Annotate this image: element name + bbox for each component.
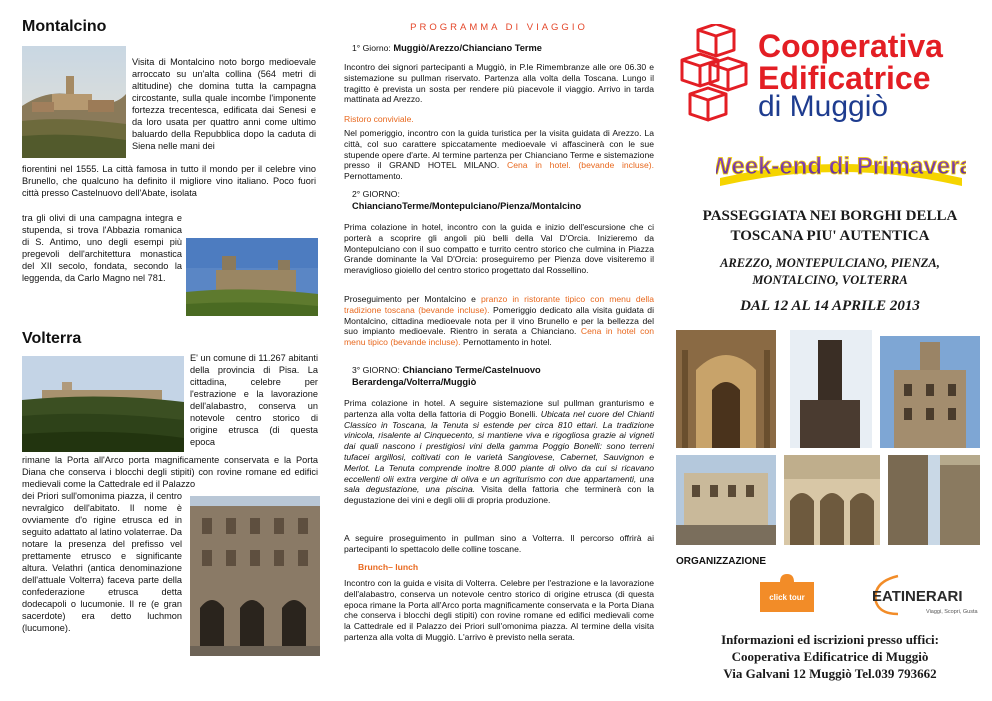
heading-line2: TOSCANA PIU' AUTENTICA bbox=[730, 228, 930, 244]
day2-overnight: Pernottamento in hotel. bbox=[460, 337, 552, 348]
montalcino-text-left: tra gli olivi di una campagna integra e stupenda, si trova l'Abbazia romanica di S. Antimo, uno degli esempi più pregevoli dell'architettura monastica del XII secolo, fondata, secondo la leggenda, da Carlo Magno nel 781. bbox=[22, 213, 182, 283]
places-line1: AREZZO, MONTEPULCIANO, PIENZA, bbox=[720, 256, 940, 270]
day2-visit: Pomeriggio dedicato alla visita guidata di Montalcino, cittadina medioevale nota per il vino Brunello e per la bellezza del suo impianto medioevale. Rientro in serata a Chianciano. bbox=[344, 304, 654, 337]
day2-text: Prima colazione in hotel, incontro con la guida e inizio dell'escursione che ci porterà a scoprire gli angoli più belli della Val D'Orcia. Inizieremo da Montepulciano con il suo compatto e turrito centro storico che culmina in Piazza Grande dominante la Val D'Orcia: proseguiremo per Pienza dove visiteremo il meraviglioso gioiello del centro storico progettato dal Rossellino. bbox=[344, 222, 654, 276]
info-line2: Cooperativa Edificatrice di Muggiò bbox=[731, 649, 929, 664]
middle-panel bbox=[338, 0, 660, 701]
day1-dinner: Cena in hotel. (bevande incluse). bbox=[499, 160, 654, 171]
day3-heading bbox=[352, 364, 541, 376]
event-dates: DAL 12 AL 14 APRILE 2013 bbox=[740, 298, 920, 314]
banner bbox=[716, 140, 966, 188]
info-line3: Via Galvani 12 Muggiò Tel.039 793662 bbox=[723, 666, 937, 681]
puzzle-logo-icon bbox=[754, 572, 820, 618]
day3-brunch: Brunch– lunch bbox=[358, 562, 419, 572]
heading-line1: PASSEGGIATA NEI BORGHI DELLA bbox=[702, 208, 958, 224]
day1-afternoon-text: Nel pomeriggio, incontro con la guida turistica per la visita guidata di Arezzo. La città, col suo carattere spiccatamente medioevale vi affascinerà con le sue stupende opere d'arte. Al termine partenza per Chianciano Terme e sistemazione presso il GRAND HOTEL MILANO. bbox=[344, 128, 654, 171]
day2-afternoon-text: Proseguimento per Montalcino e bbox=[344, 294, 476, 304]
eatinerari-logo bbox=[868, 568, 978, 618]
day3-text bbox=[344, 398, 654, 506]
sant-antimo-photo bbox=[186, 238, 318, 316]
logo-line1: Cooperativa bbox=[758, 28, 943, 64]
day2-route: ChiancianoTerme/Montepulciano/Pienza/Montalcino bbox=[352, 201, 582, 211]
palazzo-priori-photo bbox=[880, 336, 980, 448]
volterra-text-left: dei Priori sull'omonima piazza, il centro nevralgico dell'abitato. Il nome è ovviamente d'o rigine etrusca ed in seguito adattato al latino volaterrae. Da notare la presenza del prefisso vel prettamente etrusco e significante altura. Velathri (antica denominazione dell'attuale Volterra) faceva parte della confederazione etrusca detta dodecapoli o lucumonie. Il re (e gran sacerdote) era detto luchmon (lucumone). bbox=[22, 491, 182, 633]
montalcino-title: Montalcino bbox=[22, 18, 107, 35]
day1-lunch: Ristoro conviviale. bbox=[344, 114, 414, 124]
places-line2: MONTALCINO, VOLTERRA bbox=[752, 273, 908, 287]
tower-photo bbox=[790, 330, 872, 448]
montalcino-text-right: Visita di Montalcino noto borgo medioevale arroccato su un'alta collina (564 metri di altitudine) che domina tutta la campagna circostante, sulla quale incombe l'imponente fortezza trecentesca, edificata dai Senesi e da loro usata per quattro anni come ultimo baluardo della Repubblica dopo la caduta di Siena nelle mani dei bbox=[132, 57, 316, 151]
organizzazione-label: ORGANIZZAZIONE bbox=[676, 556, 766, 567]
day1-route: Muggiò/Arezzo/Chianciano Terme bbox=[390, 43, 542, 53]
day3-tenuta-description: Ubicata nel cuore del Chianti Classico in Toscana, la Tenuta si estende per circa 810 ettari. La tradizione vinicola, risalente al Cinquecento, si mantiene viva e rigogliosa grazie ai vigneti dai quali nascono i prestigiosi vini della gamma Poggio Bonelli: sono terreni tufacei argillosi, coltivati con le varietà Sangiovese, Cabernet, Sauvignon e Merlot. La Tenuta comprende inoltre 8.000 piante di olivo da cui si ricavano eccellenti olii extra vergine di oliva e un agriturismo con due appartamenti, una sala degustazione, una piscina. bbox=[344, 408, 654, 495]
montalcino-text-full: fiorentini nel 1555. La città famosa in tutto il mondo per il celebre vino Brunello, che qualcuno ha definito il migliore vino italiano. Poco fuori città presso Castelnuovo dell'Abate, isolata bbox=[22, 164, 316, 198]
programma-title: PROGRAMMA DI VIAGGIO bbox=[410, 22, 588, 33]
left-panel bbox=[0, 0, 330, 701]
eatinerari-logo-text: EATINERARI bbox=[872, 588, 963, 605]
day3-route2: Berardenga/Volterra/Muggiò bbox=[352, 377, 477, 387]
day2-dinner: Cena in hotel con menu tipico (bevande incluse). bbox=[344, 326, 654, 348]
logo-line2: Edificatrice bbox=[758, 60, 931, 96]
day1-overnight: Pernottamento. bbox=[344, 171, 403, 182]
info-line1: Informazioni ed iscrizioni presso uffici: bbox=[721, 632, 939, 647]
day1-afternoon bbox=[344, 128, 654, 182]
day3-tasting: Visita della fattoria che terminerà con la degustazione dei vini e degli olii di propria produzione. bbox=[344, 484, 655, 506]
montalcino-photo bbox=[22, 46, 126, 158]
cubes-logo-icon bbox=[676, 24, 750, 134]
day1-text: Incontro dei signori partecipanti a Muggiò, in P.le Rimembranze alle ore 06.30 e sistemazione su pullman riservato. Partenza alla volta della Toscana. Lungo il tragitto è prevista un sosta per rendere più piacevole il viaggio. Arrivo in tarda mattinata ad Arezzo. bbox=[344, 62, 654, 105]
right-panel bbox=[668, 0, 992, 701]
volterra-palazzo-photo bbox=[190, 496, 320, 656]
day1-heading bbox=[352, 42, 542, 54]
eatinerari-tagline: Viaggi, Scopri, Gusta bbox=[926, 609, 978, 615]
day3-volterra-visit: Incontro con la guida e visita di Volterra. Celebre per l'estrazione e la lavorazione dell'alabastro, conserva un notevole centro storico di origine etrusca (di questa epoca rimane la Porta all'Arco porta magnificamente conservata e la Porta Diana che conserva i blocchi degli stipiti) con rovine romane ed edifici medievali come la Cattedrale ed il Palazzo dei Priori sull'omonima piazza. Al termine della visita partenza alla volta di Muggiò. L'arrivo è previsto nella serata. bbox=[344, 578, 654, 642]
volterra-text-right: E' un comune di 11.267 abitanti della provincia di Pisa. La cittadina, celebre per l'estrazione e la lavorazione dell'alabastro, conserva un notevole centro storico di origine etrusca (di questa epoca bbox=[190, 353, 318, 447]
banner-text: Week-end di Primavera bbox=[716, 153, 966, 180]
day3-prefix: 3° GIORNO: bbox=[352, 365, 400, 375]
church-interior-photo bbox=[676, 330, 776, 448]
day3-morning: Prima colazione in hotel. A seguire sistemazione sul pullman granturismo e partenza alla volta della fattoria di Poggio Bonelli. bbox=[344, 398, 654, 419]
logo-line3: di Muggiò bbox=[758, 90, 889, 123]
day3-route1: Chianciano Terme/Castelnuovo bbox=[399, 365, 541, 375]
day2-heading bbox=[352, 188, 400, 200]
day3-volterra-transfer: A seguire proseguimento in pullman sino a Volterra. Il percorso offrirà ai partecipanti lo spettacolo delle colline toscane. bbox=[344, 533, 654, 554]
day2-lunch: pranzo in ristorante tipico con menu della tradizione toscana (bevande incluse). bbox=[344, 294, 654, 315]
cloister-photo bbox=[784, 455, 880, 545]
volterra-title: Volterra bbox=[22, 330, 82, 347]
street-photo bbox=[888, 455, 980, 545]
day2-prefix: 2° GIORNO: bbox=[352, 189, 400, 199]
puzzle-logo-text: click tour bbox=[769, 593, 805, 602]
volterra-landscape-photo bbox=[22, 356, 184, 452]
day1-prefix: 1° Giorno: bbox=[352, 43, 391, 53]
piazza-palace-photo bbox=[676, 455, 776, 545]
day2-afternoon bbox=[344, 294, 654, 348]
volterra-text-full: rimane la Porta all'Arco porta magnificamente conservata e la Porta Diana che conserva i blocchi degli stipiti) con rovine romane ed edifici medievali come la Cattedrale ed il Palazzo bbox=[22, 455, 318, 489]
